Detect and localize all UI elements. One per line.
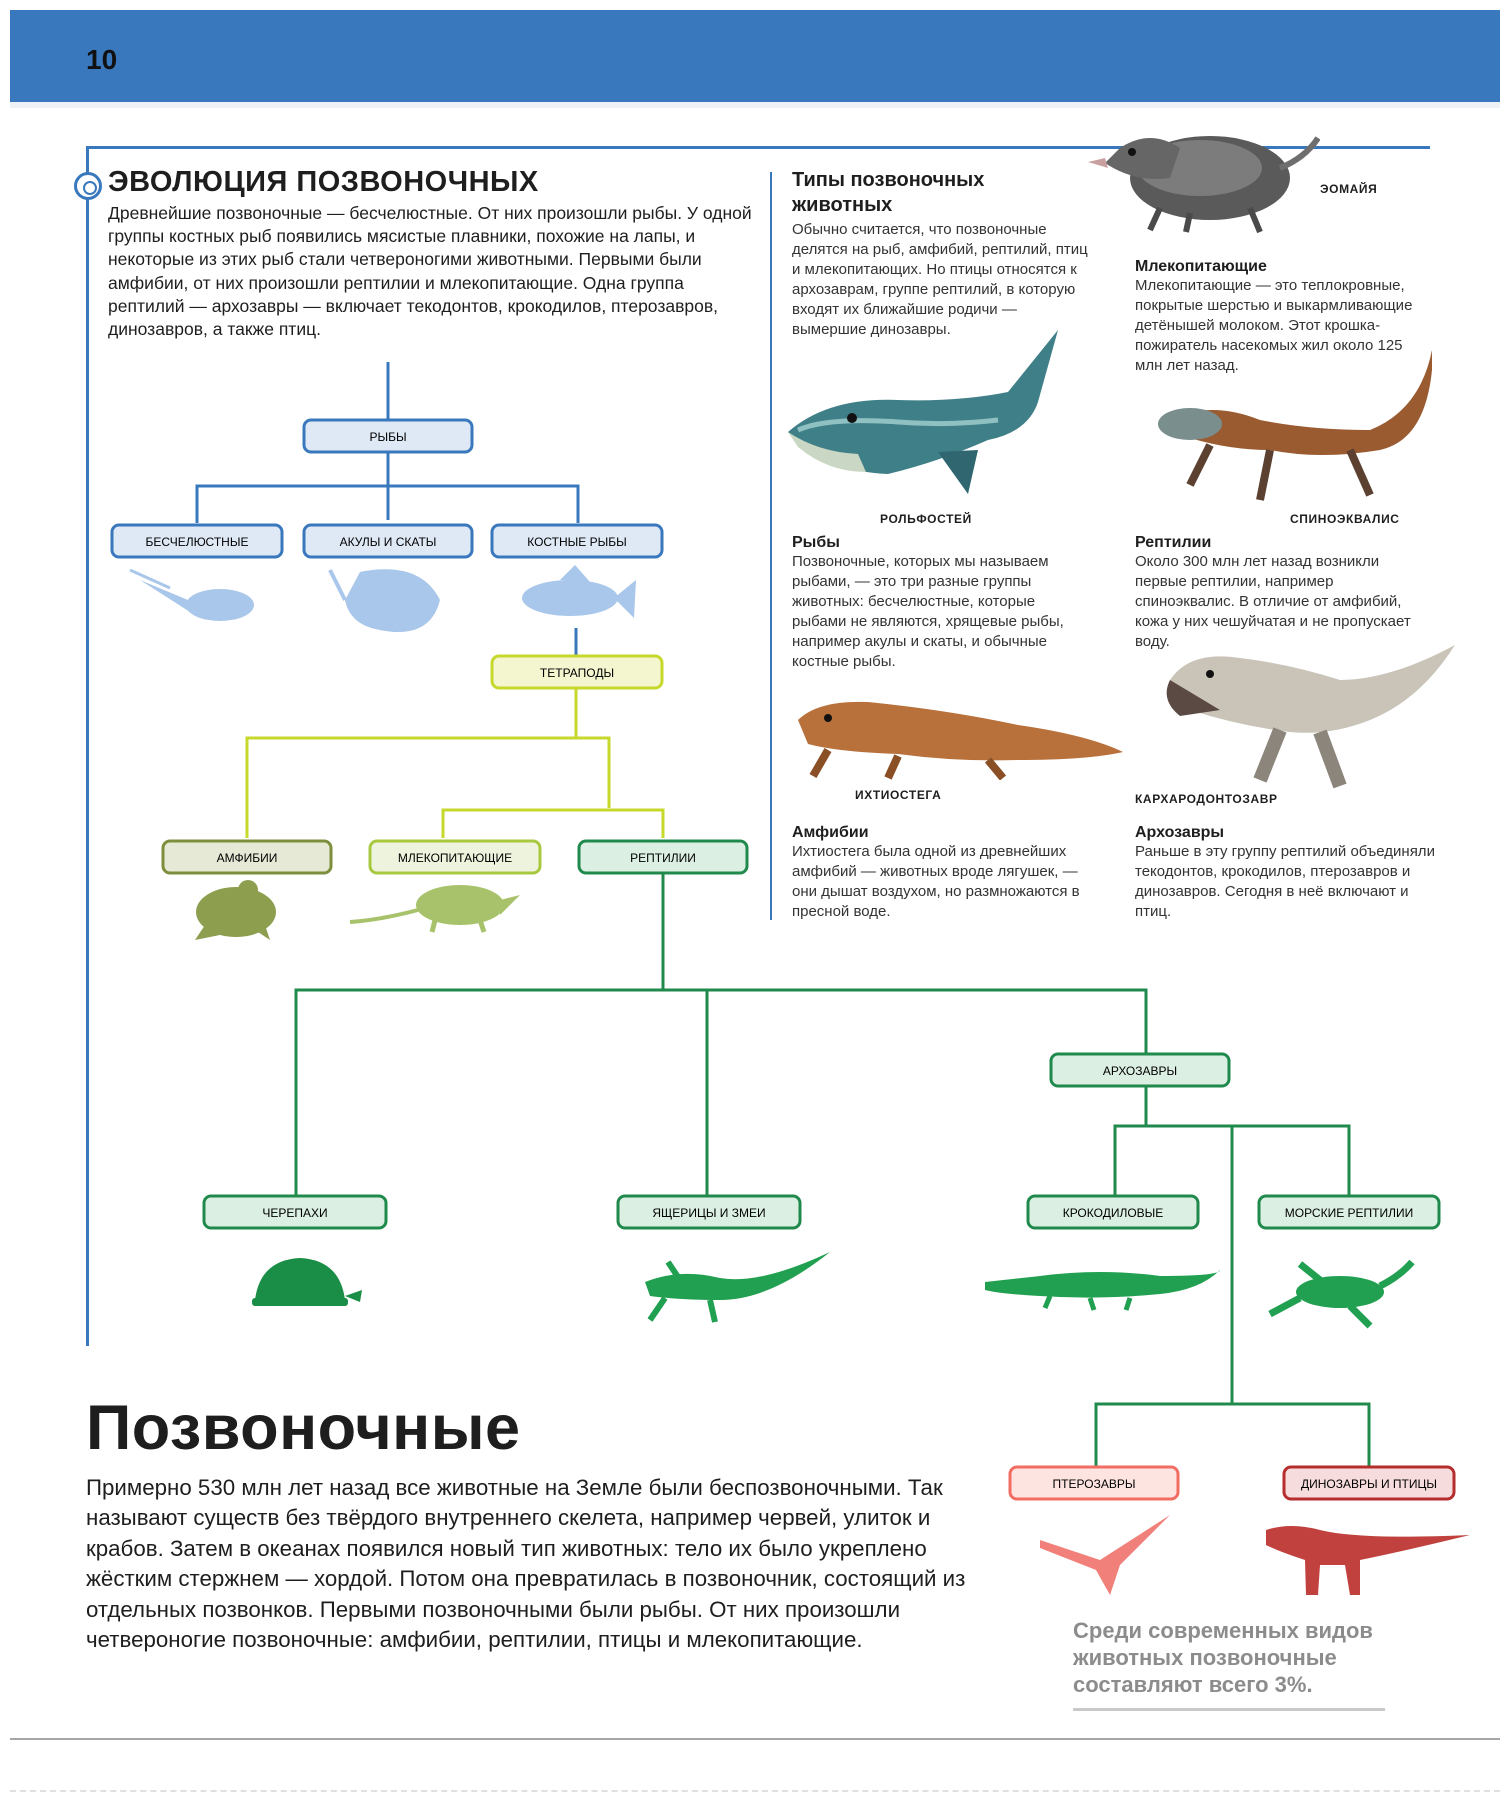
spinoaequalis-caption: СПИНОЭКВАЛИС [1290, 512, 1400, 526]
turtle-icon [252, 1258, 362, 1306]
eomaia-caption: ЭОМАЙЯ [1320, 182, 1378, 196]
node-turtles [204, 1196, 386, 1228]
node-bony-label: КОСТНЫЕ РЫБЫ [527, 535, 627, 549]
jawless-fish-icon [130, 570, 254, 621]
mammals-text: Млекопитающие — это теплокровные, покрытые шерстью и выкармливающие детёнышей молоком. Этот крошка-пожиратель насекомых жил около 125 млн лет назад. [1135, 277, 1413, 374]
fact-callout: Среди современных видов животных позвоночные составляют всего 3%. [1073, 1618, 1373, 1697]
node-marine [1259, 1196, 1439, 1228]
node-sharks-label: АКУЛЫ И СКАТЫ [339, 535, 437, 549]
ichthyostega-caption: ИХТИОСТЕГА [855, 788, 942, 802]
bottom-dash-rule [10, 1790, 1500, 1792]
dinosaur-icon [1266, 1526, 1470, 1595]
node-crocodiles-label: КРОКОДИЛОВЫЕ [1062, 1206, 1164, 1220]
rolfosteus-caption: РОЛЬФОСТЕЙ [880, 512, 972, 526]
reptiles-heading: Рептилии [1135, 534, 1212, 551]
section-title: ЭВОЛЮЦИЯ ПОЗВОНОЧНЫХ [108, 166, 539, 198]
ray-fish-icon [330, 569, 440, 632]
node-lizards [618, 1196, 800, 1228]
fact-underline [1073, 1708, 1385, 1711]
amphibians-heading: Амфибии [792, 824, 869, 841]
node-lizards-label: ЯЩЕРИЦЫ И ЗМЕИ [652, 1206, 766, 1220]
carcharodontosaurus-caption: КАРХАРОДОНТОЗАВР [1135, 792, 1278, 806]
node-tetrapods-label: ТЕТРАПОДЫ [539, 666, 615, 680]
main-body: Примерно 530 млн лет назад все животные на Земле были беспозвоночными. Так называют существ без твёрдого внутреннего скелета, например червей, улиток и крабов. Затем в океанах появился новый тип животных: тело их было укреплено жёстким стержнем — хордой. Потом она превратилась в позвоночник, состоящий из отдельных позвонков. Первыми позвоночными были рыбы. От них произошли четвероногие позвоночные: амфибии, рептилии, птицы и млекопитающие. [86, 1475, 966, 1653]
node-bony [492, 525, 662, 557]
archosaurs-text: Раньше в эту группу рептилий объединяли текодонтов, крокодилов, птерозавров и динозавров. Сегодня в неё включают и птиц. [1135, 843, 1435, 920]
archosaurs-heading: Архозавры [1135, 824, 1225, 841]
node-pterosaurs [1010, 1467, 1178, 1499]
amphibians-text: Ихтиостега была одной из древнейших амфибий — животных вроде лягушек, — они дышат воздухом, но размножаются в пресной воде. [792, 843, 1080, 920]
fish-heading: Рыбы [792, 534, 840, 551]
node-amphibians [163, 841, 331, 873]
pterosaur-icon [1040, 1515, 1170, 1595]
node-pterosaurs-label: ПТЕРОЗАВРЫ [1052, 1477, 1136, 1491]
node-crocodiles [1028, 1196, 1198, 1228]
crocodile-icon [985, 1270, 1220, 1310]
main-title: Позвоночные [86, 1393, 521, 1463]
rat-icon [350, 885, 520, 932]
lizard-icon [645, 1252, 830, 1322]
tetrapod-connectors [247, 689, 663, 838]
sidebar-title: Типы позвоночных животных [792, 169, 985, 216]
frog-icon [195, 880, 276, 940]
node-reptiles [579, 841, 747, 873]
node-jawless [112, 525, 282, 557]
node-tetrapods [492, 656, 662, 688]
node-amphibians-label: АМФИБИИ [216, 851, 278, 865]
node-marine-label: МОРСКИЕ РЕПТИЛИИ [1284, 1206, 1414, 1220]
reptiles-text: Около 300 млн лет назад возникли первые рептилии, например спиноэквалис. В отличие от амфибий, кожа у них чешуйчатая и не пропускает воду. [1135, 553, 1411, 650]
node-archosaurs-label: АРХОЗАВРЫ [1102, 1064, 1178, 1078]
mammals-heading: Млекопитающие [1135, 258, 1267, 275]
node-archosaurs [1051, 1054, 1229, 1086]
reptile-connectors [296, 874, 1369, 1466]
node-dinosaurs [1284, 1467, 1454, 1499]
sidebar-intro: Обычно считается, что позвоночные делятся на рыб, амфибий, рептилий, птиц и млекопитающих. Но птицы относятся к архозаврам, группе рептилий, в которую входят их ближайшие родичи — вымершие динозавры. [792, 221, 1088, 338]
bony-fish-icon [522, 565, 636, 618]
section-intro: Древнейшие позвоночные — бесчелюстные. От них произошли рыбы. У одной группы костных рыб появились мясистые плавники, похожие на лапы, и некоторые из этих рыб стали четвероногими животными. Первыми были амфибии, от них произошли рептилии и млекопитающие. Одна группа рептилий — архозавры — включает текодонтов, крокодилов, птерозавров, динозавров, а также птиц. [108, 203, 752, 340]
bottom-rule [10, 1738, 1500, 1740]
node-fish-label: РЫБЫ [369, 430, 407, 444]
node-sharks [304, 525, 472, 557]
node-fish [304, 420, 472, 452]
node-mammals-label: МЛЕКОПИТАЮЩИЕ [397, 851, 513, 865]
node-reptiles-label: РЕПТИЛИИ [630, 851, 696, 865]
page-number: 10 [86, 44, 118, 75]
node-jawless-label: БЕСЧЕЛЮСТНЫЕ [145, 535, 249, 549]
plesiosaur-icon [1270, 1262, 1412, 1326]
node-dinosaurs-label: ДИНОЗАВРЫ И ПТИЦЫ [1300, 1477, 1438, 1491]
fish-text: Позвоночные, которых мы называем рыбами, — это три разные группы животных: бесчелюстные, которые рыбами не являются, хрящевые рыбы, например акулы и скаты, и обычные костные рыбы. [792, 553, 1064, 670]
node-turtles-label: ЧЕРЕПАХИ [262, 1206, 328, 1220]
node-mammals [370, 841, 540, 873]
